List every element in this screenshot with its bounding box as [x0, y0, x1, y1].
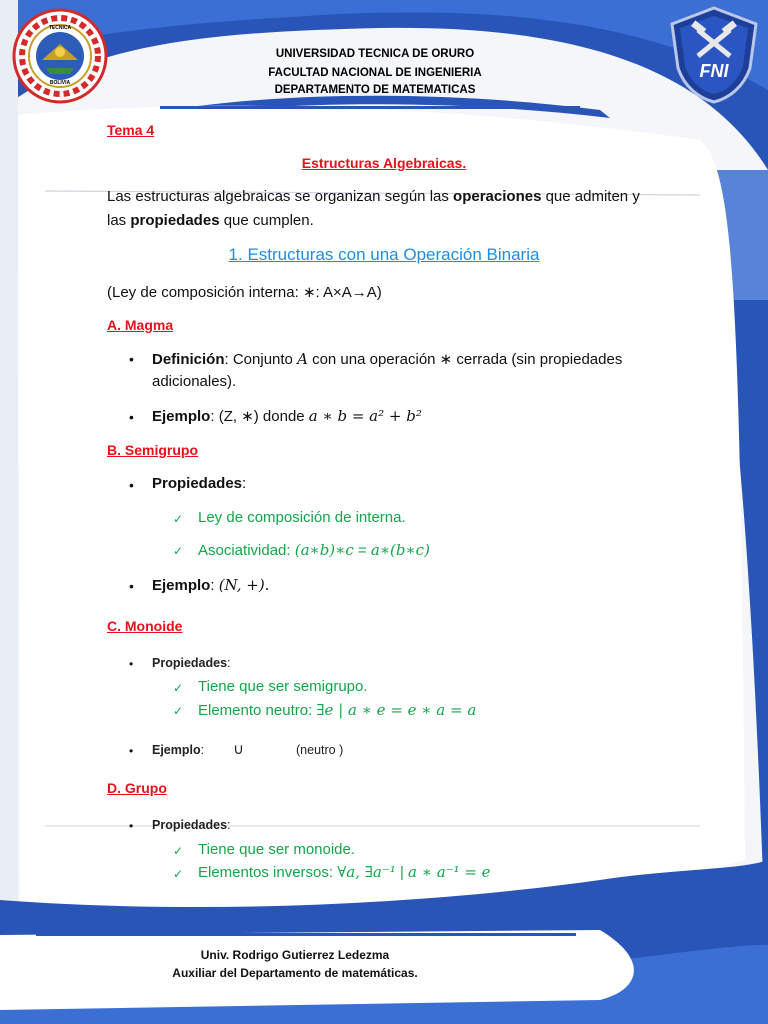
- bullet-dot: •: [129, 409, 134, 425]
- magma-definition-text: : Conjunto: [224, 351, 298, 368]
- footer-role: Auxiliar del Departamento de matemáticas.: [172, 966, 418, 980]
- bullet-dot: •: [129, 351, 134, 367]
- magma-example-formula: a ∗ b = a² + b²: [308, 407, 422, 425]
- tema-label: Tema 4: [107, 122, 155, 138]
- inverses-label: Elementos inversos:: [198, 864, 338, 881]
- check-icon: ✓: [173, 544, 184, 558]
- group-properties-label: Propiedades: [152, 818, 228, 832]
- colon: :: [242, 475, 247, 492]
- check-icon: ✓: [173, 704, 184, 718]
- monoid-prop-identity: [198, 701, 476, 719]
- monoid-example: [152, 743, 204, 757]
- semigroup-prop-closure: Ley de composición de interna.: [198, 509, 406, 526]
- magma-example-text: : (Z, ∗) donde: [210, 408, 309, 425]
- such-that-bar: |: [395, 864, 409, 881]
- bullet-dot: •: [129, 657, 134, 671]
- section-1-title: 1. Estructuras con una Operación Binaria: [228, 245, 540, 264]
- intro-line-1: [107, 188, 640, 205]
- fni-logo-text: FNI: [699, 61, 729, 81]
- footer-author: Univ. Rodrigo Gutierrez Ledezma: [200, 948, 390, 962]
- associativity-label: Asociatividad:: [198, 542, 295, 559]
- intro-line-2: [107, 212, 314, 229]
- check-icon: ✓: [173, 681, 184, 695]
- identity-formula: ∃e | a ∗ e = e ∗ a = a: [316, 701, 477, 719]
- seal-text-bottom: BOLIVIA: [49, 80, 71, 86]
- intro-text-end: que cumplen.: [219, 212, 314, 229]
- monoid-example-label: Ejemplo: [152, 743, 201, 757]
- university-seal-logo: [12, 8, 108, 104]
- intro-text: Las estructuras algebraicas se organizan según las: [107, 188, 454, 205]
- monoid-properties: [152, 656, 231, 670]
- bullet-dot: •: [129, 819, 134, 833]
- intro-text-mid: que admiten y: [541, 188, 640, 205]
- colon: :: [227, 656, 231, 670]
- associativity-left: (a∗b)∗c: [294, 541, 354, 559]
- equals-sign: =: [353, 542, 371, 559]
- group-heading: D. Grupo: [107, 780, 167, 796]
- magma-heading: A. Magma: [107, 317, 174, 333]
- colon: :: [200, 743, 205, 757]
- bullet-dot: •: [129, 578, 134, 594]
- bullet-dot: •: [129, 477, 134, 493]
- semigroup-prop-associativity: [198, 541, 430, 559]
- magma-definition-text-2: con una operación ∗ cerrada (sin propiedades: [307, 351, 623, 368]
- magma-example-label: Ejemplo: [152, 408, 211, 425]
- semigroup-example-formula: (N, +).: [218, 576, 270, 594]
- identity-label: Elemento neutro:: [198, 702, 317, 719]
- group-prop-monoid: Tiene que ser monoide.: [198, 841, 356, 858]
- inverses-formula: a ∗ a⁻¹ = e: [408, 863, 491, 881]
- intro-bold-propiedades: propiedades: [130, 212, 220, 229]
- intro-bold-operaciones: operaciones: [453, 188, 542, 205]
- union-symbol: ∪: [233, 741, 244, 758]
- semigroup-properties: [152, 475, 246, 492]
- semigroup-example: [152, 576, 269, 594]
- header-department: DEPARTAMENTO DE MATEMATICAS: [274, 84, 476, 96]
- monoid-example-neutral: (neutro ): [296, 743, 344, 757]
- associativity-right: a∗(b∗c): [370, 541, 430, 559]
- magma-set-variable: A: [297, 350, 308, 368]
- magma-definition-line2: adicionales).: [152, 373, 237, 390]
- semigroup-example-label: Ejemplo: [152, 577, 211, 594]
- magma-definition-label: Definición: [152, 351, 225, 368]
- check-icon: ✓: [173, 512, 184, 526]
- semigroup-heading: B. Semigrupo: [107, 442, 199, 458]
- bullet-dot: •: [129, 744, 134, 758]
- monoid-heading: C. Monoide: [107, 618, 183, 634]
- magma-definition-line1: [152, 350, 622, 368]
- colon: :: [210, 577, 219, 594]
- semigroup-properties-label: Propiedades: [152, 475, 243, 492]
- inverses-quantifier: ∀a, ∃a⁻¹: [337, 863, 396, 881]
- header-faculty: FACULTAD NACIONAL DE INGENIERIA: [268, 67, 482, 79]
- colon: :: [227, 818, 231, 832]
- check-icon: ✓: [173, 844, 184, 858]
- seal-text-top: TECNICA: [48, 25, 72, 31]
- section-1-subtitle: (Ley de composición interna: ∗: A×A→A): [107, 284, 382, 301]
- group-properties: [152, 818, 231, 832]
- magma-example: [152, 407, 422, 425]
- monoid-properties-label: Propiedades: [152, 656, 228, 670]
- fni-shield-logo: [668, 6, 760, 104]
- group-prop-inverses: [198, 863, 491, 881]
- document-title: Estructuras Algebraicas.: [301, 155, 467, 171]
- header-university: UNIVERSIDAD TECNICA DE ORURO: [275, 48, 475, 60]
- check-icon: ✓: [173, 867, 184, 881]
- intro-text-las: las: [107, 212, 131, 229]
- monoid-prop-semigroup: Tiene que ser semigrupo.: [198, 678, 368, 695]
